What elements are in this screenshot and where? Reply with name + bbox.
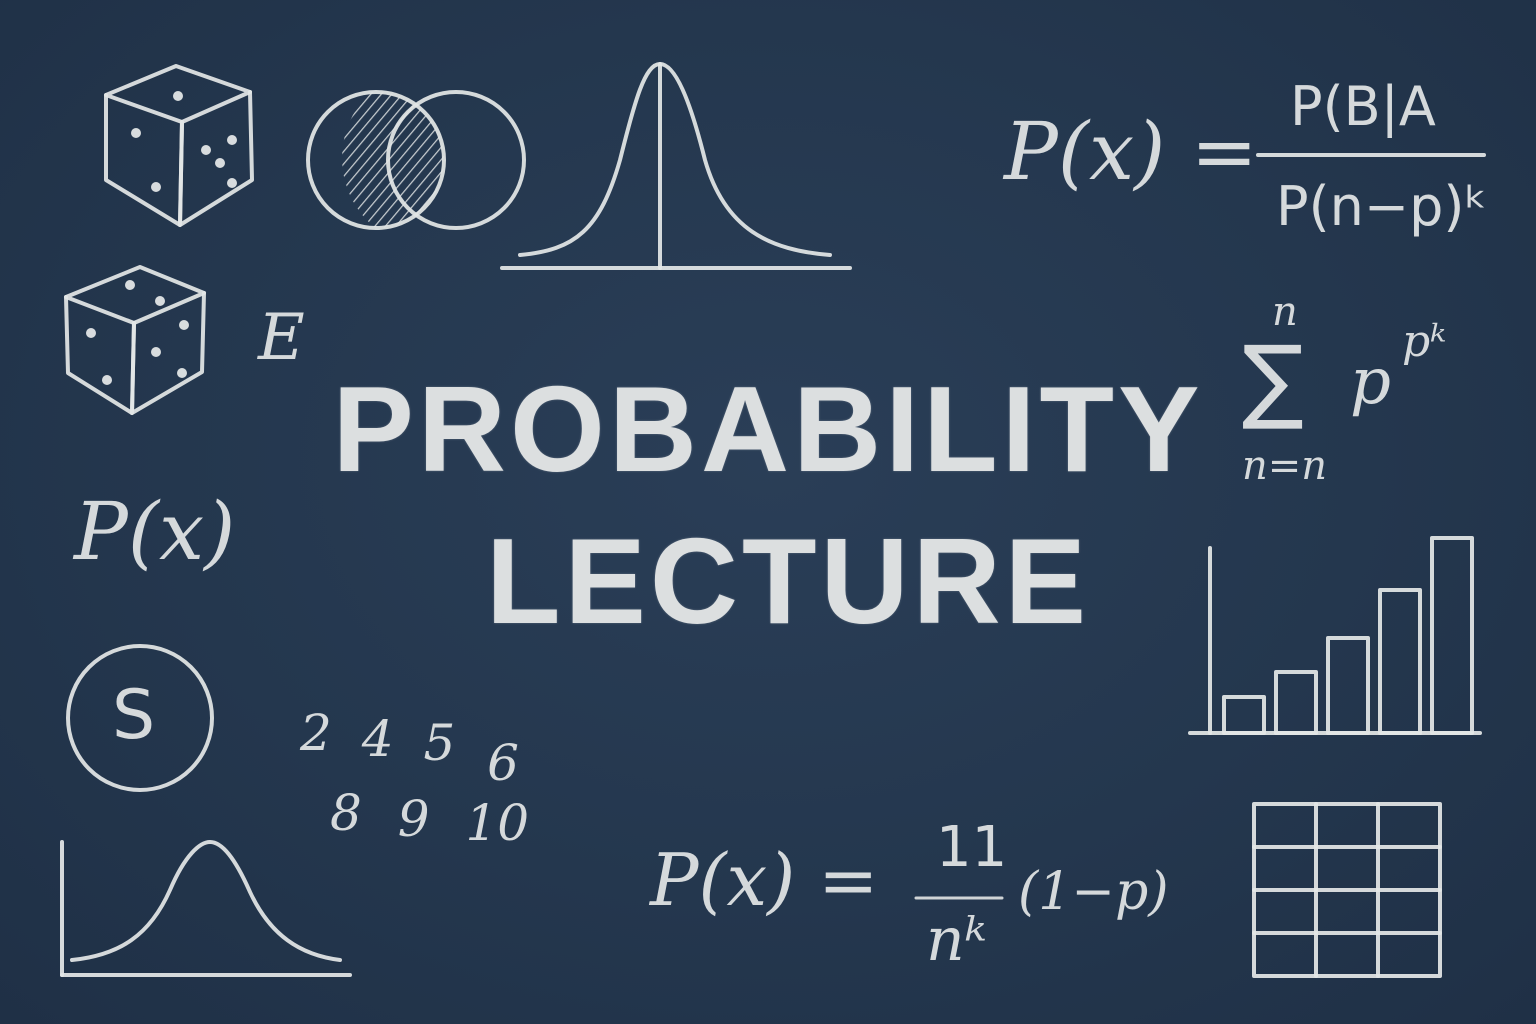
sum-term: p	[1350, 345, 1391, 419]
number: 4	[361, 710, 394, 768]
number-list-row-1	[300, 704, 519, 792]
bottom-formula-lhs: P(x) =	[650, 838, 879, 922]
sum-lower-limit: n=n	[1242, 443, 1328, 489]
top-right-formula-numerator: P(B|A	[1290, 75, 1436, 138]
top-right-formula-lhs: P(x) =	[1004, 105, 1258, 198]
bottom-formula-denominator: nᵏ	[926, 905, 987, 975]
bottom-formula-tail: (1−p)	[1018, 862, 1169, 922]
sample-space-letter: S	[112, 676, 156, 755]
number: 5	[423, 714, 456, 772]
number: 10	[465, 794, 530, 852]
sum-upper-limit: n	[1272, 289, 1298, 335]
title-line-2: LECTURE	[485, 513, 1091, 649]
number-list-row-2	[330, 784, 530, 852]
die-icon	[106, 66, 252, 225]
sum-symbol: ∑	[1242, 326, 1304, 433]
grid-table-icon	[1254, 804, 1440, 976]
number: 8	[330, 784, 362, 842]
top-right-formula-denominator: P(n−p)ᵏ	[1276, 175, 1488, 238]
title-line-1: PROBABILITY	[332, 361, 1204, 497]
left-probability-formula: P(x)	[74, 485, 236, 578]
event-letter: E	[258, 301, 305, 375]
bottom-formula-numerator: 11	[936, 815, 1008, 880]
number: 2	[300, 704, 332, 762]
number: 9	[397, 790, 430, 848]
number: 6	[487, 734, 519, 792]
bell-curve-icon	[62, 842, 350, 975]
sum-exponent: pᵏ	[1402, 316, 1447, 367]
venn-diagram-icon	[308, 68, 524, 248]
bell-curve-icon	[502, 64, 850, 268]
